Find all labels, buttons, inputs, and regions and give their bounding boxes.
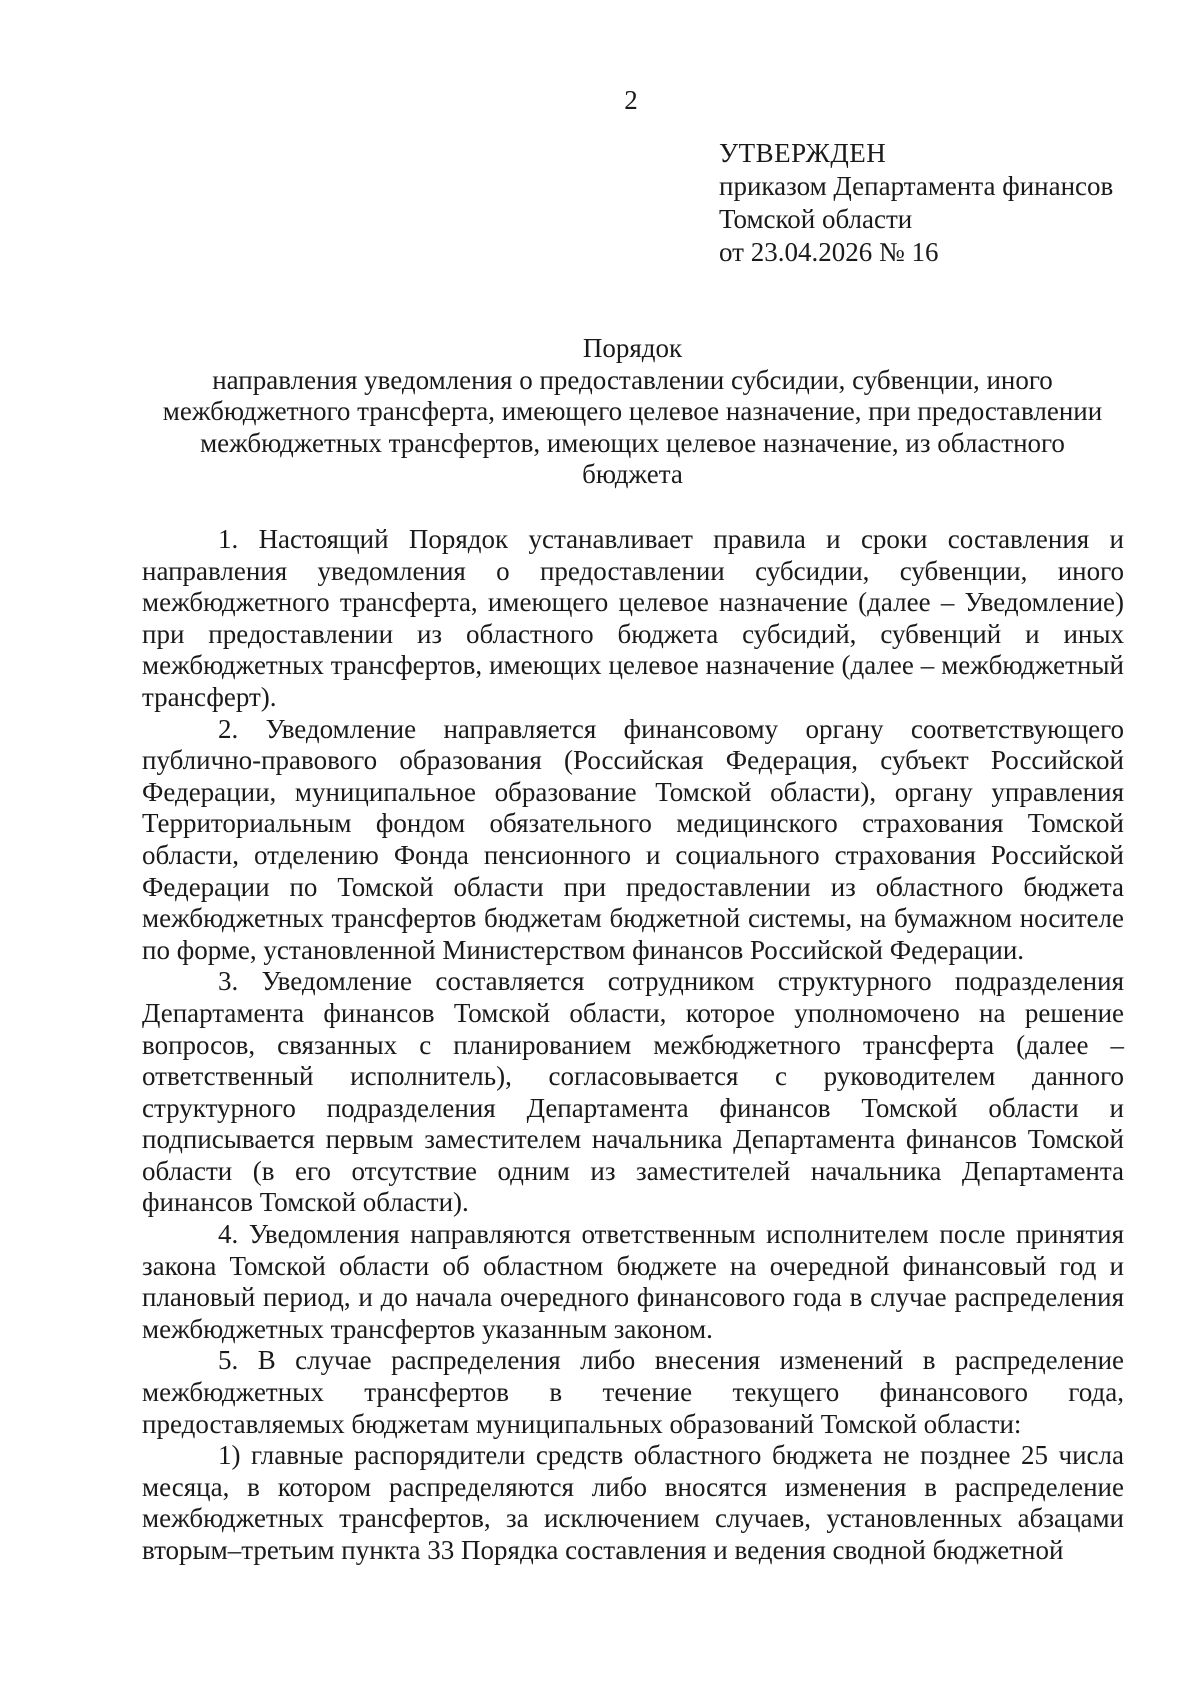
paragraph-5: 5. В случае распределения либо внесения изменений в распределение межбюджетных трансфертов в течение текущего финансового года, предоставляемых бюджетам муниципальных образований Томской области: [142, 1345, 1124, 1439]
title-line: межбюджетного трансферта, имеющего целевое назначение, при предоставлении [162, 396, 1103, 426]
approval-stamp [719, 137, 1113, 269]
approval-line: Томской области [719, 204, 913, 234]
paragraph-3: 3. Уведомление составляется сотрудником структурного подразделения Департамента финансов Томской области, которое уполномочено на решение вопросов, связанных с планированием межбюджетного трансферта (далее – ответственный исполнитель), согласовывается с руководителем данного структурного подразделения Департамента финансов Томской области и подписывается первым заместителем начальника Департамента финансов Томской области (в его отсутствие одним из заместителей начальника Департамента финансов Томской области). [142, 966, 1124, 1218]
title-line: направления уведомления о предоставлении субсидии, субвенции, иного [212, 364, 1053, 395]
paragraph-1: 1. Настоящий Порядок устанавливает правила и сроки составления и направления уведомления о предоставлении субсидии, субвенции, иного межбюджетного трансферта, имеющего целевое назначение (далее – Уведомление) при предоставлении из областного бюджета субсидий, субвенций и иных межбюджетных трансфертов, имеющих целевое назначение (далее – межбюджетный трансферт). [142, 524, 1124, 712]
title-heading: Порядок [582, 333, 683, 363]
document-title [140, 333, 1125, 491]
title-line: межбюджетных трансфертов, имеющих целевое назначение, из областного [200, 427, 1065, 458]
approval-line: приказом Департамента финансов [719, 171, 1114, 201]
page-number: 2 [624, 85, 638, 115]
document-body [142, 524, 1124, 1567]
paragraph-4: 4. Уведомления направляются ответственным исполнителем после принятия закона Томской области об областном бюджете на очередной финансовый год и плановый период, и до начала очередного финансового года в случае распределения межбюджетных трансфертов указанным законом. [142, 1219, 1124, 1344]
paragraph-5-subitem-1: 1) главные распорядители средств областного бюджета не позднее 25 числа месяца, в котором распределяются либо вносятся изменения в распределение межбюджетных трансфертов, за исключением случаев, установленных абзацами вторым–третьим пункта 33 Порядка составления и ведения сводной бюджетной [142, 1440, 1124, 1565]
paragraph-2: 2. Уведомление направляется финансовому органу соответствующего публично-правового образования (Российская Федерация, субъект Российской Федерации, муниципальное образование Томской области), органу управления Территориальным фондом обязательного медицинского страхования Томской области, отделению Фонда пенсионного и социального страхования Российской Федерации по Томской области при предоставлении из областного бюджета межбюджетных трансфертов бюджетам бюджетной системы, на бумажном носителе по форме, установленной Министерством финансов Российской Федерации. [142, 713, 1124, 965]
approval-line: от 23.04.2026 № 16 [719, 237, 939, 267]
approval-heading: УТВЕРЖДЕН [719, 138, 887, 168]
title-line: бюджета [582, 459, 683, 489]
